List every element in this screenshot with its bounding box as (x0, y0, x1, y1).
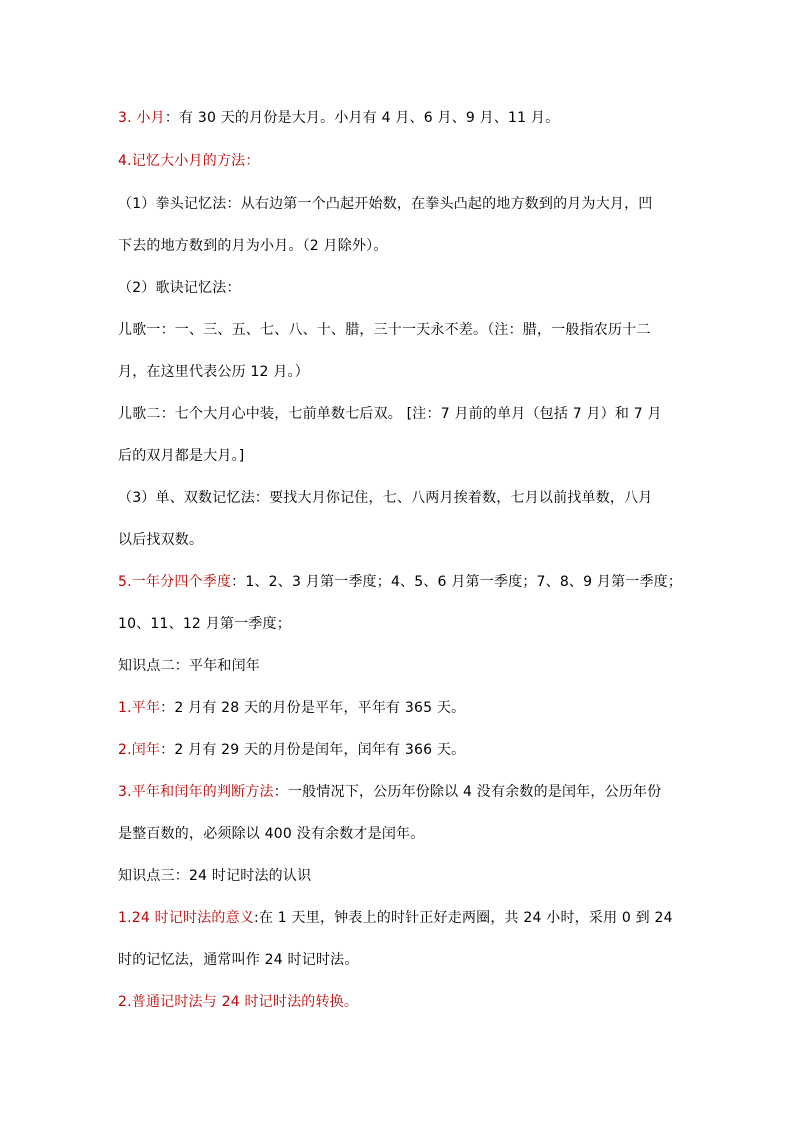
highlight-text: 4.记忆大小月的方法： (118, 153, 260, 169)
section-heading (118, 866, 688, 886)
highlight-text: 3. 小月 (118, 110, 165, 126)
text-line (118, 950, 688, 970)
body-text: （3）单、双数记忆法：要找大月你记住，七、八两月挨着数，七月以前找单数，八月 (118, 490, 653, 506)
body-text: 10、11、12 月第一季度； (118, 616, 291, 632)
text-line (118, 824, 688, 844)
text-line (118, 740, 688, 760)
text-line (118, 698, 688, 718)
body-text: ：一般情况下，公历年份除以 4 没有余数的是闰年，公历年份 (273, 784, 662, 800)
highlight-text: 1.平年 (118, 700, 161, 716)
highlight-text: 2.普通记时法与 24 时记时法的转换。 (118, 994, 359, 1010)
text-line (118, 278, 688, 298)
text-line (118, 404, 688, 424)
body-text: ：2 月有 29 天的月份是闰年，闰年有 366 天。 (160, 742, 466, 758)
text-line (118, 446, 688, 466)
section-heading (118, 656, 688, 676)
section-heading (118, 151, 688, 171)
text-line (118, 236, 688, 256)
body-text: ：1、2、3 月第一季度；4、5、6 月第一季度；7、8、9 月第一季度； (231, 574, 683, 590)
body-text: 知识点三：24 时记时法的认识 (118, 868, 312, 884)
body-text: 时的记忆法，通常叫作 24 时记时法。 (118, 952, 359, 968)
body-text: 以后找双数。 (118, 532, 204, 548)
body-text: 下去的地方数到的月为小月。（2 月除外）。 (118, 238, 388, 254)
highlight-text: 1.24 时记时法的意义 (118, 910, 255, 926)
text-line (118, 362, 688, 382)
text-line (118, 530, 688, 550)
body-text: 儿歌二：七个大月心中装，七前单数七后双。 [注：7 月前的单月（包括 7 月）和 7 月 (118, 406, 662, 422)
body-text: 儿歌一：一、三、五、七、八、十、腊，三十一天永不差。（注：腊，一般指农历十二 (118, 322, 651, 338)
text-line (118, 908, 688, 928)
text-line (118, 572, 688, 592)
text-line (118, 992, 688, 1012)
body-text: :在 1 天里，钟表上的时针正好走两圈，共 24 小时，采用 0 到 24 (254, 910, 673, 926)
body-text: ：有 30 天的月份是大月。小月有 4 月、6 月、9 月、11 月。 (164, 110, 560, 126)
body-text: （2）歌诀记忆法： (118, 280, 241, 296)
text-line (118, 614, 688, 634)
text-line (118, 782, 688, 802)
text-line (118, 194, 688, 214)
body-text: 月，在这里代表公历 12 月。） (118, 364, 309, 380)
highlight-text: 5.一年分四个季度 (118, 574, 232, 590)
highlight-text: 2.闰年 (118, 742, 161, 758)
body-text: 知识点二：平年和闰年 (118, 658, 260, 674)
body-text: 是整百数的，必须除以 400 没有余数才是闰年。 (118, 826, 425, 842)
text-line (118, 108, 688, 128)
text-line (118, 320, 688, 340)
body-text: ：2 月有 28 天的月份是平年，平年有 365 天。 (160, 700, 466, 716)
body-text: 后的双月都是大月。] (118, 448, 245, 464)
text-line (118, 488, 688, 508)
body-text: （1）拳头记忆法：从右边第一个凸起开始数，在拳头凸起的地方数到的月为大月，凹 (118, 196, 653, 212)
highlight-text: 3.平年和闰年的判断方法 (118, 784, 274, 800)
